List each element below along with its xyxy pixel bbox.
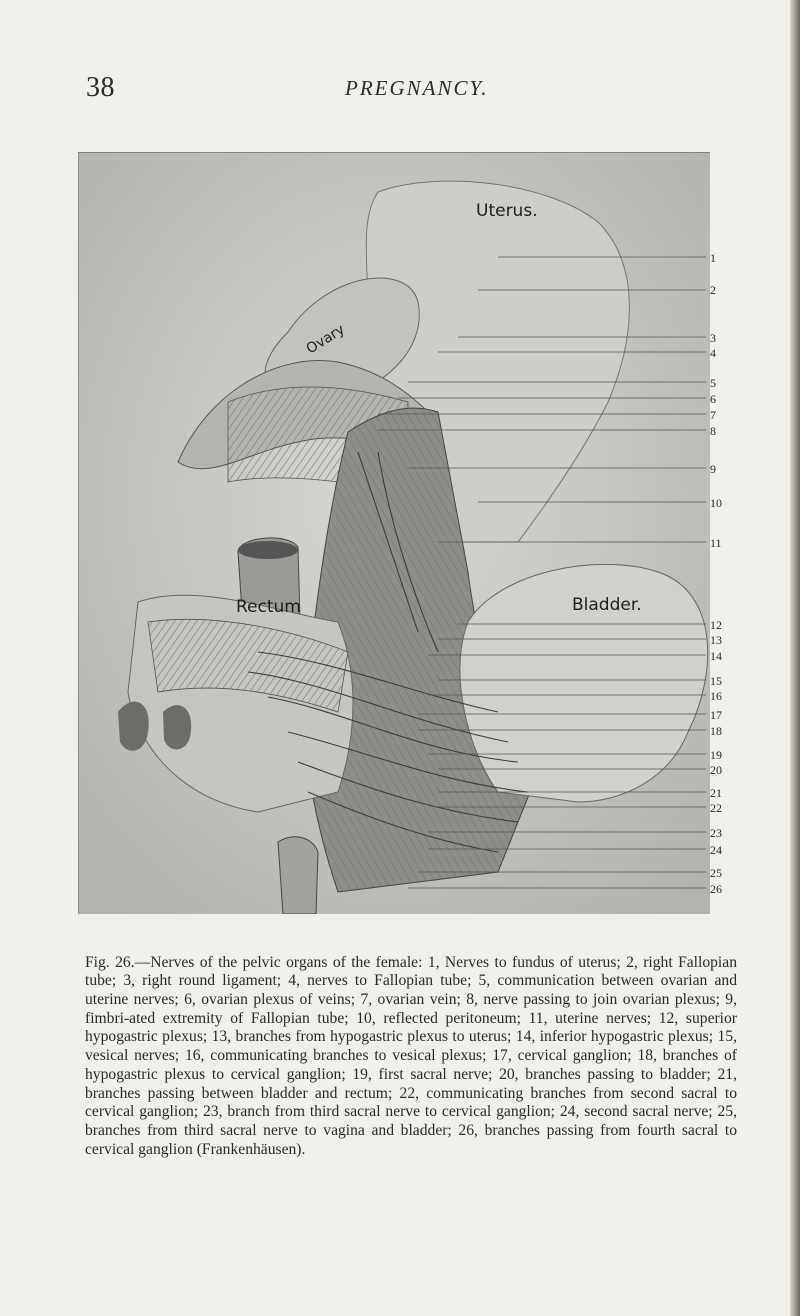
label-bladder: Bladder.	[572, 595, 642, 615]
anatomical-illustration	[78, 152, 722, 914]
callout-6: 6	[710, 392, 716, 406]
callout-11: 11	[710, 536, 722, 550]
callout-17: 17	[710, 708, 722, 722]
label-ovary: Ovary	[303, 321, 348, 358]
illustration-svg	[78, 152, 710, 914]
callout-1: 1	[710, 251, 716, 265]
figure-caption: Fig. 26.—Nerves of the pelvic organs of the female: 1, Nerves to fundus of uterus; 2, right Fallopian tube; 3, right round ligament; 4, nerves to Fallopian tube; 5, communication between ovarian and uterine nerves; 6, ovarian plexus of veins; 7, ovarian vein; 8, nerve passing to join ovarian plexus; 9, fimbri-ated extremity of Fallopian tube; 10, reflected peritoneum; 11, uterine nerves; 12, superior hypogastric plexus; 13, branches from hypogastric plexus to uterus; 14, inferior hypogastric plexus; 15, vesical nerves; 16, communicating branches to vesical plexus; 17, cervical ganglion; 18, branches of hypogastric plexus to cervical ganglion; 19, first sacral nerve; 20, branches passing to bladder; 21, branches passing between bladder and rectum; 22, communicating branches from second sacral to cervical ganglion; 23, branch from third sacral nerve to cervical ganglion; 24, second sacral nerve; 25, branches from third sacral nerve to vagina and bladder; 26, branches passing from fourth sacral to cervical ganglion (Frankenhäusen).	[85, 953, 737, 1158]
callout-26: 26	[710, 882, 722, 896]
callout-7: 7	[710, 408, 716, 422]
callout-24: 24	[710, 843, 722, 857]
page-number: 38	[86, 72, 115, 103]
callout-18: 18	[710, 724, 722, 738]
callout-5: 5	[710, 376, 716, 390]
callout-10: 10	[710, 496, 722, 510]
vertebra-section	[163, 705, 191, 749]
callout-13: 13	[710, 633, 722, 647]
callout-4: 4	[710, 346, 716, 360]
page-edge-shadow	[790, 0, 800, 1316]
callout-9: 9	[710, 462, 716, 476]
callout-19: 19	[710, 748, 722, 762]
vaginal-outlet-shape	[278, 837, 318, 914]
callout-3: 3	[710, 331, 716, 345]
rectum-opening	[238, 541, 298, 559]
label-uterus: Uterus.	[476, 201, 538, 221]
label-rectum: Rectum	[236, 597, 301, 617]
callout-23: 23	[710, 826, 722, 840]
callout-12: 12	[710, 618, 722, 632]
running-title: PREGNANCY.	[345, 76, 489, 100]
callout-8: 8	[710, 424, 716, 438]
callout-15: 15	[710, 674, 722, 688]
spinal-cord-section	[118, 702, 149, 751]
callout-14: 14	[710, 649, 722, 663]
callout-25: 25	[710, 866, 722, 880]
callout-22: 22	[710, 801, 722, 815]
callout-21: 21	[710, 786, 722, 800]
callout-20: 20	[710, 763, 722, 777]
callout-2: 2	[710, 283, 716, 297]
callout-16: 16	[710, 689, 722, 703]
